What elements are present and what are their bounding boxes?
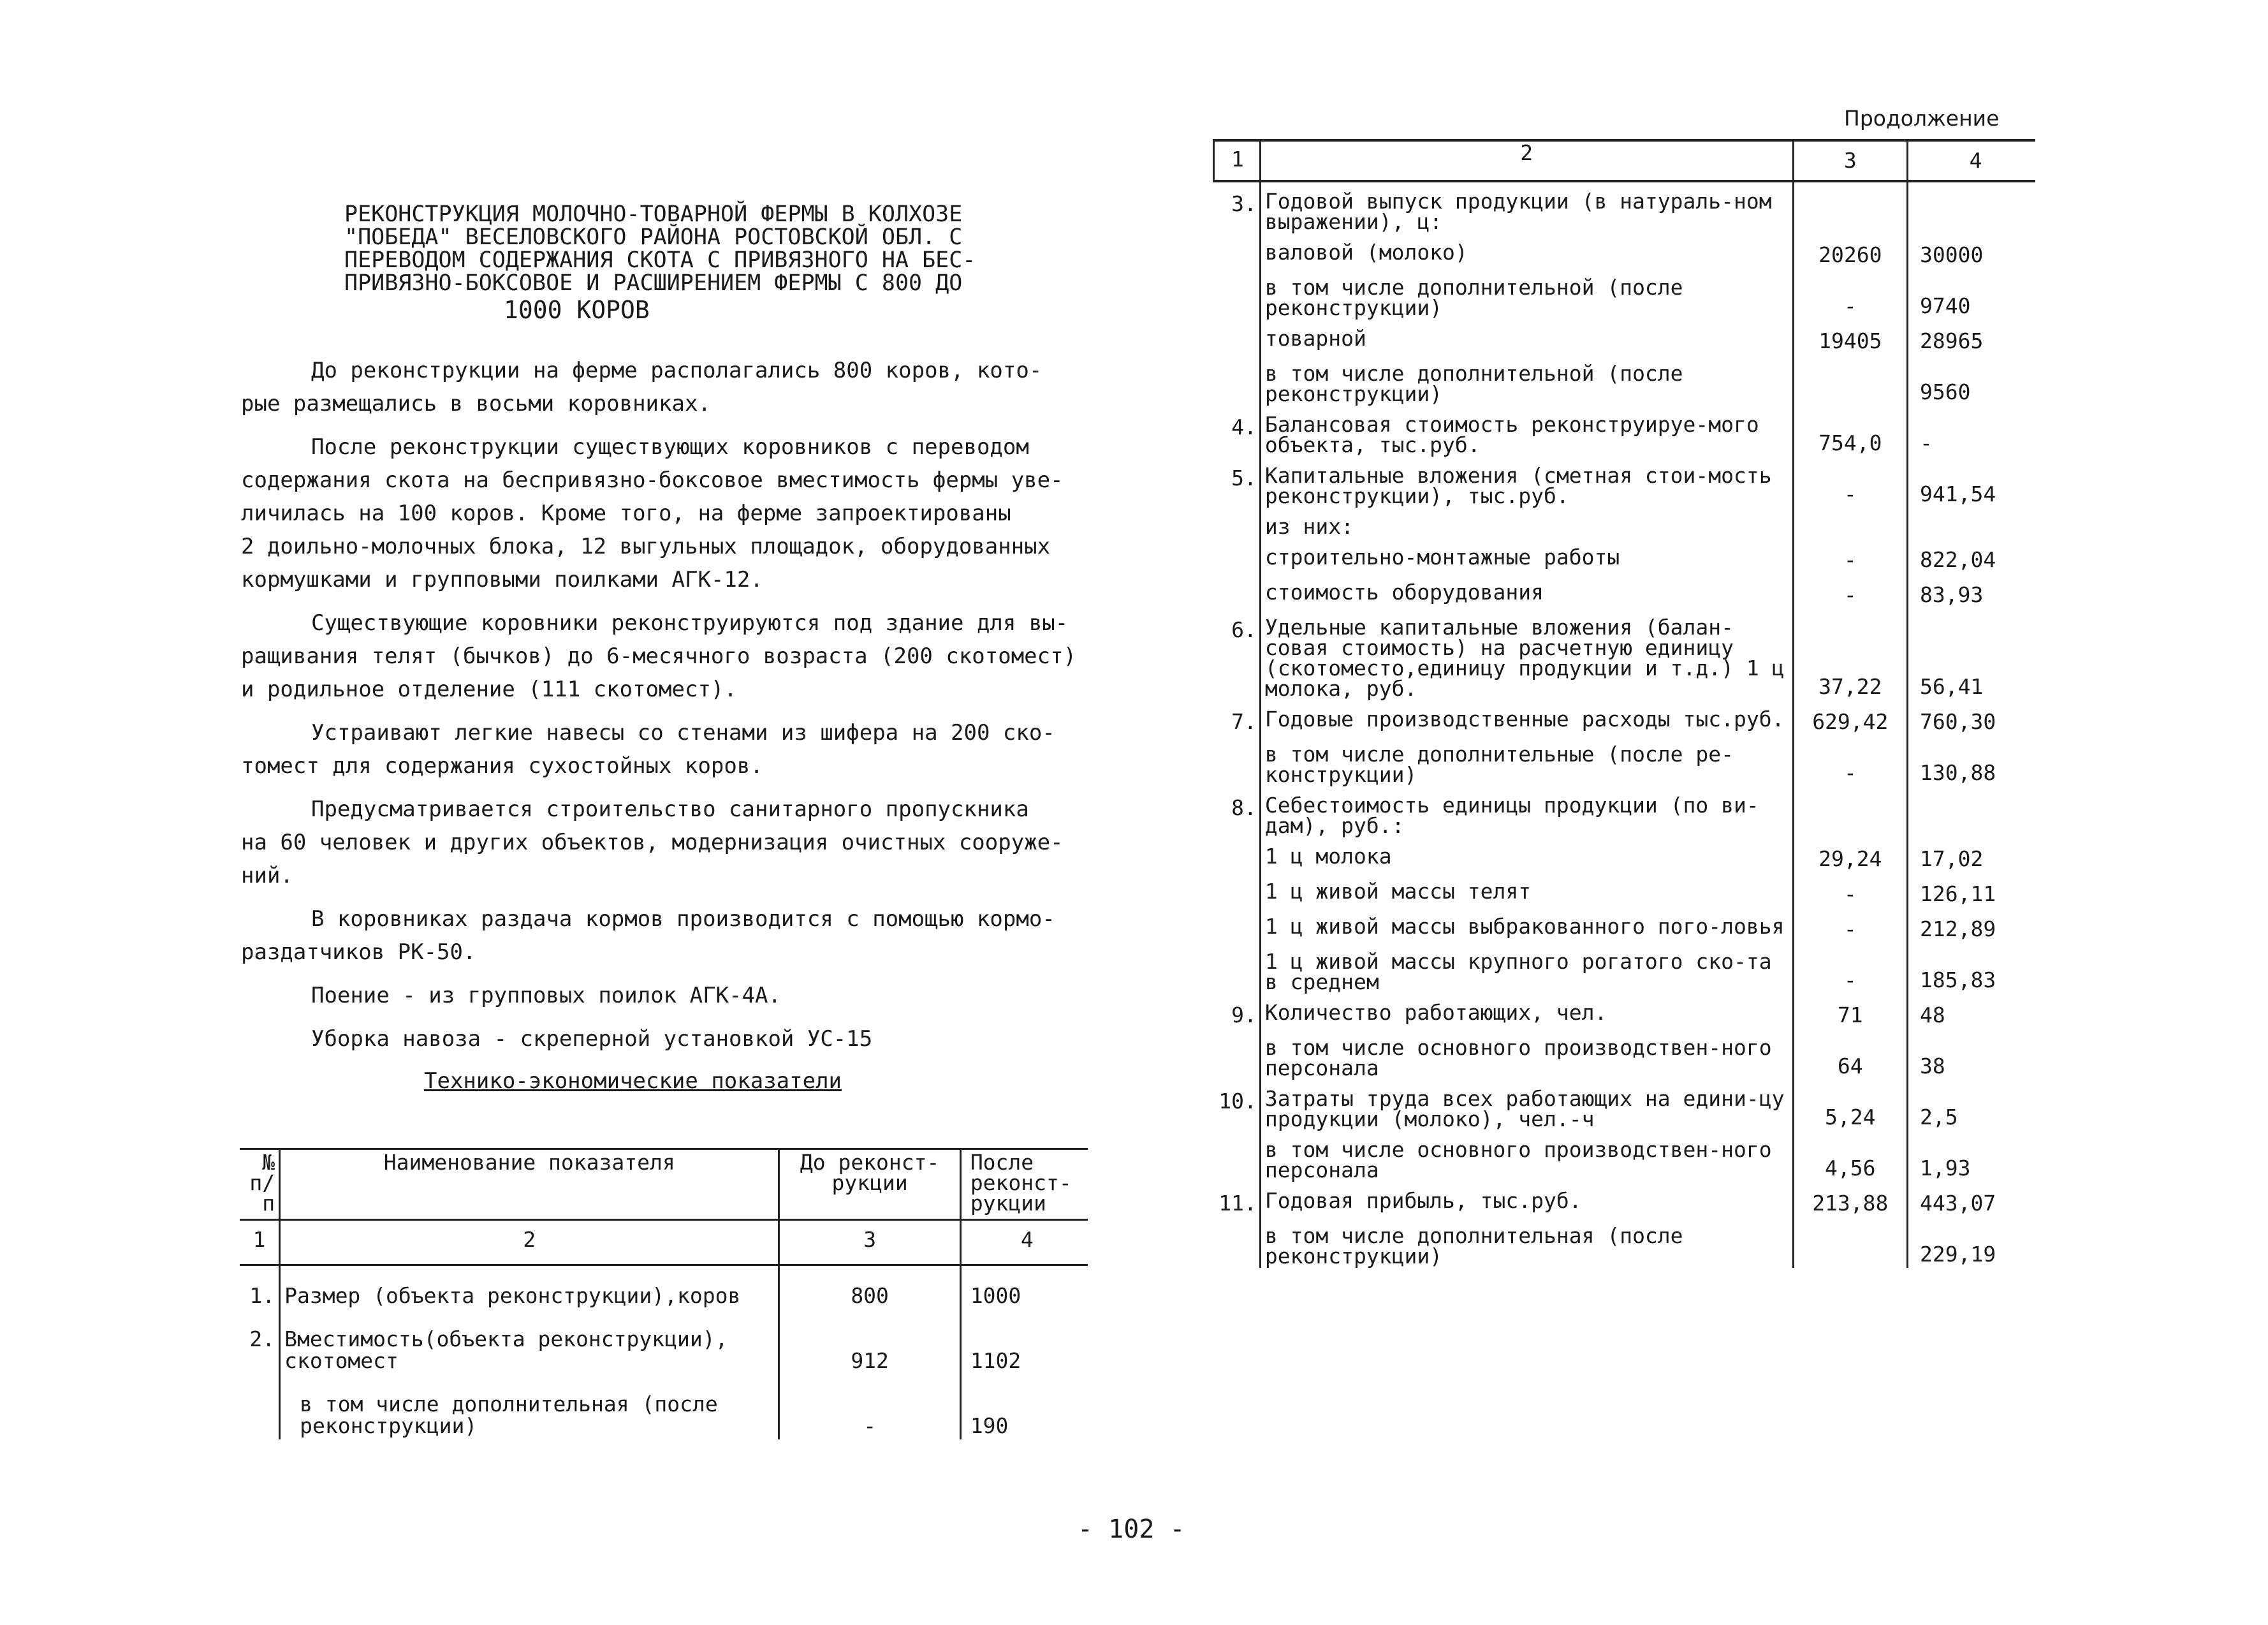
row-number: 3. [1214, 181, 1261, 233]
value-before: - [1793, 943, 1907, 994]
row-name: в том числе основного производствен-ного персонала [1260, 1029, 1793, 1080]
text-line: личилась на 100 коров. Кроме того, на ферме запроектированы [241, 501, 1011, 526]
row-name: в том числе дополнительная (после реконструкции) [280, 1391, 779, 1439]
table-row [1214, 735, 2036, 786]
row-name: Размер (объекта реконструкции),коров [280, 1283, 779, 1309]
text-line: После реконструкции существующих коровников с переводом [311, 434, 1029, 460]
row-number: 8. [1214, 786, 1261, 837]
paragraph [241, 716, 1089, 783]
colnum-cell: 2 [280, 1220, 779, 1265]
value-after [1908, 181, 2035, 233]
row-name: Удельные капитальные вложения (балан-совая стоимость) на расчетную единицу (скотоместо,единицу продукции и т.д.) 1 ц молока, руб. [1260, 608, 1793, 700]
table-row [1214, 908, 2036, 943]
value-after: 130,88 [1920, 760, 1996, 785]
value-before [1793, 786, 1907, 837]
row-name: Количество работающих, чел. [1260, 994, 1793, 1029]
text-line: Существующие коровники реконструируются под здание для вы- [311, 610, 1069, 636]
value-after [1908, 786, 2035, 837]
title-line: ПРИВЯЗНО-БОКСОВОЕ И РАСШИРЕНИЕМ ФЕРМЫ С 800 ДО [344, 270, 963, 296]
table-row [1214, 355, 2036, 406]
value-after: 1102 [970, 1348, 1021, 1373]
value-before: - [1793, 872, 1907, 908]
text-line: и родильное отделение (111 скотомест). [241, 677, 737, 702]
value-after: 190 [970, 1413, 1009, 1438]
paragraph [241, 793, 1089, 892]
row-name: из них: [1260, 508, 1793, 538]
value-before: 754,0 [1793, 406, 1907, 457]
colnum-cell: 3 [779, 1220, 960, 1265]
header-cell: № п/п [240, 1149, 280, 1220]
paragraph [241, 607, 1089, 706]
table-row [1214, 181, 2036, 233]
table-row [240, 1326, 1088, 1374]
table-row [1214, 994, 2036, 1029]
title-line: 1000 КОРОВ [504, 296, 650, 324]
value-before: 629,42 [1793, 700, 1907, 735]
value-before [1793, 355, 1907, 406]
value-before [1793, 508, 1907, 538]
header-cell: До реконст-рукции [779, 1149, 960, 1220]
value-before: 4,56 [1793, 1131, 1907, 1182]
indicators-table-continued [1213, 139, 2035, 1268]
value-before: - [1793, 538, 1907, 573]
paragraph [241, 979, 1089, 1012]
table-row [1214, 608, 2036, 700]
row-number: 7. [1214, 700, 1261, 735]
table-colnum-row [240, 1220, 1088, 1265]
row-number [1214, 943, 1261, 994]
row-number [1214, 872, 1261, 908]
value-after: 822,04 [1920, 547, 1996, 572]
row-name: в том числе дополнительной (после реконструкции) [1260, 268, 1793, 320]
colnum-cell: 2 [1260, 140, 1793, 181]
paragraph [241, 430, 1089, 596]
indicators-table [240, 1148, 1088, 1439]
title-line: "ПОБЕДА" ВЕСЕЛОВСКОГО РАЙОНА РОСТОВСКОЙ ОБЛ. С [344, 224, 963, 250]
row-name: 1 ц живой массы крупного рогатого ско-та в среднем [1260, 943, 1793, 994]
text-line: До реконструкции на ферме располагались 800 коров, кото- [311, 358, 1043, 383]
value-after: 212,89 [1920, 916, 1996, 941]
continuation-label: Продолжение [1844, 106, 2000, 131]
row-name: товарной [1260, 320, 1793, 355]
row-name: валовой (молоко) [1260, 233, 1793, 268]
table-row [1214, 573, 2036, 608]
header-cell: После реконст-рукции [960, 1149, 1088, 1220]
value-after: 760,30 [1920, 709, 1996, 734]
paragraph [241, 902, 1089, 969]
text-line: содержания скота на беспривязно-боксовое вместимость фермы уве- [241, 467, 1064, 493]
row-name: строительно-монтажные работы [1260, 538, 1793, 573]
row-name: 1 ц живой массы выбракованного пого-ловья [1260, 908, 1793, 943]
table-row [1214, 320, 2036, 355]
table-row [1214, 1182, 2036, 1217]
text-line: 2 доильно-молочных блока, 12 выгульных площадок, оборудованных [241, 534, 1051, 559]
text-line: Устраивают легкие навесы со стенами из шифера на 200 ско- [311, 720, 1055, 746]
value-after: 17,02 [1920, 846, 1984, 871]
value-after: 9560 [1920, 379, 1971, 404]
value-before: - [1793, 573, 1907, 608]
row-number: 4. [1214, 406, 1261, 457]
table-colnum-row [1214, 140, 2036, 181]
colnum-cell: 4 [960, 1220, 1088, 1265]
row-number [1214, 268, 1261, 320]
value-after: 30000 [1920, 242, 1984, 267]
row-name: Вместимость(объекта реконструкции), скотомест [280, 1326, 779, 1374]
table-row [1214, 457, 2036, 508]
text-line: томест для содержания сухостойных коров. [241, 753, 763, 779]
row-name: Капитальные вложения (сметная стои-мость реконструкции), тыс.руб. [1260, 457, 1793, 508]
value-after: 1,93 [1920, 1156, 1971, 1180]
table-row [1214, 872, 2036, 908]
table-row [1214, 268, 2036, 320]
value-before: 29,24 [1793, 837, 1907, 872]
value-after: 48 [1920, 1003, 1945, 1027]
row-number [240, 1391, 280, 1439]
colnum-cell: 3 [1793, 140, 1907, 181]
table-header-row [240, 1149, 1088, 1220]
header-cell: Наименование показателя [280, 1149, 779, 1220]
value-after: 941,54 [1920, 482, 1996, 506]
row-name: в том числе дополнительные (после ре-конструкции) [1260, 735, 1793, 786]
row-number: 1. [240, 1283, 280, 1309]
table-row [1214, 1080, 2036, 1131]
text-line: Поение - из групповых поилок АГК-4А. [311, 983, 781, 1008]
page-number: - 102 - [1078, 1515, 1185, 1544]
text-line: Уборка навоза - скреперной установкой УС-15 [311, 1026, 873, 1052]
row-number [1214, 1217, 1261, 1268]
value-after: 1000 [970, 1283, 1021, 1308]
body-text [241, 354, 1089, 1066]
value-before [1793, 1217, 1907, 1268]
row-name: 1 ц живой массы телят [1260, 872, 1793, 908]
value-after: 28965 [1920, 328, 1984, 353]
row-number: 2. [240, 1326, 280, 1374]
row-number [1214, 355, 1261, 406]
value-before: - [1793, 457, 1907, 508]
section-heading: Технико-экономические показатели [424, 1068, 842, 1094]
text-line: рые размещались в восьми коровниках. [241, 391, 711, 416]
table-row [1214, 1131, 2036, 1182]
row-number [1214, 1029, 1261, 1080]
text-line: В коровниках раздача кормов производится с помощью кормо- [311, 906, 1055, 932]
row-name: Годовой выпуск продукции (в натураль-ном выражении), ц: [1260, 181, 1793, 233]
row-name: Годовые производственные расходы тыс.руб. [1260, 700, 1793, 735]
row-number: 10. [1214, 1080, 1261, 1131]
text-line: на 60 человек и других объектов, модернизация очистных сооруже- [241, 830, 1064, 855]
row-name: стоимость оборудования [1260, 573, 1793, 608]
title-line: РЕКОНСТРУКЦИЯ МОЛОЧНО-ТОВАРНОЙ ФЕРМЫ В КОЛХОЗЕ [344, 202, 963, 227]
value-before: - [1793, 268, 1907, 320]
table-row [1214, 233, 2036, 268]
value-after: 83,93 [1920, 582, 1984, 607]
row-name: в том числе дополнительной (после реконструкции) [1260, 355, 1793, 406]
right-page [1173, 0, 2268, 1625]
text-line: кормушками и групповыми поилками АГК-12. [241, 567, 763, 592]
row-name: Затраты труда всех работающих на едини-цу продукции (молоко), чел.-ч [1260, 1080, 1793, 1131]
row-number [1214, 320, 1261, 355]
document-title [344, 202, 995, 324]
value-before [1793, 181, 1907, 233]
value-after: 443,07 [1920, 1191, 1996, 1216]
value-before: - [1793, 908, 1907, 943]
row-number [1214, 1131, 1261, 1182]
table-row [1214, 508, 2036, 538]
table-row [1214, 786, 2036, 837]
table-row [240, 1283, 1088, 1309]
value-before: 19405 [1793, 320, 1907, 355]
table-row [1214, 700, 2036, 735]
value-before: 37,22 [1793, 608, 1907, 700]
value-after: 185,83 [1920, 967, 1996, 992]
row-number [1214, 908, 1261, 943]
row-number: 9. [1214, 994, 1261, 1029]
row-number [1214, 837, 1261, 872]
colnum-cell: 1 [1214, 140, 1261, 181]
value-after: - [1920, 430, 1933, 455]
row-number [1214, 538, 1261, 573]
row-number [1214, 508, 1261, 538]
row-name: Балансовая стоимость реконструируе-мого объекта, тыс.руб. [1260, 406, 1793, 457]
row-number: 6. [1214, 608, 1261, 700]
row-name: 1 ц молока [1260, 837, 1793, 872]
value-before: 20260 [1793, 233, 1907, 268]
value-after: 9740 [1920, 293, 1971, 318]
value-before: - [779, 1391, 960, 1439]
table-row [1214, 406, 2036, 457]
row-number: 11. [1214, 1182, 1261, 1217]
value-before: 71 [1793, 994, 1907, 1029]
text-line: Предусматривается строительство санитарного пропускника [311, 797, 1029, 822]
value-before: 64 [1793, 1029, 1907, 1080]
value-after: 126,11 [1920, 881, 1996, 906]
value-before: 912 [779, 1326, 960, 1374]
table-row [1214, 943, 2036, 994]
value-before: - [1793, 735, 1907, 786]
row-number [1214, 573, 1261, 608]
value-before: 800 [779, 1283, 960, 1309]
row-number: 5. [1214, 457, 1261, 508]
title-line: ПЕРЕВОДОМ СОДЕРЖАНИЯ СКОТА С ПРИВЯЗНОГО НА БЕС- [344, 247, 976, 273]
value-after [1908, 508, 2035, 538]
table-row [240, 1391, 1088, 1439]
value-after: 38 [1920, 1054, 1945, 1078]
paragraph [241, 354, 1089, 420]
row-name: в том числе дополнительная (после реконструкции) [1260, 1217, 1793, 1268]
table-row [1214, 1029, 2036, 1080]
table-row [1214, 837, 2036, 872]
row-number [1214, 233, 1261, 268]
row-name: Годовая прибыль, тыс.руб. [1260, 1182, 1793, 1217]
value-after: 2,5 [1920, 1105, 1958, 1129]
table-row [1214, 1217, 2036, 1268]
value-after: 56,41 [1920, 674, 1984, 699]
row-name: в том числе основного производствен-ного персонала [1260, 1131, 1793, 1182]
value-before: 213,88 [1793, 1182, 1907, 1217]
text-line: ний. [241, 863, 293, 888]
row-name: Себестоимость единицы продукции (по ви-дам), руб.: [1260, 786, 1793, 837]
text-line: раздатчиков РК-50. [241, 939, 476, 965]
value-before: 5,24 [1793, 1080, 1907, 1131]
text-line: ращивания телят (бычков) до 6-месячного возраста (200 скотомест) [241, 643, 1077, 669]
colnum-cell: 1 [240, 1220, 280, 1265]
table-row [1214, 538, 2036, 573]
row-number [1214, 735, 1261, 786]
paragraph [241, 1022, 1089, 1055]
colnum-cell: 4 [1908, 140, 2035, 181]
value-after: 229,19 [1920, 1242, 1996, 1267]
